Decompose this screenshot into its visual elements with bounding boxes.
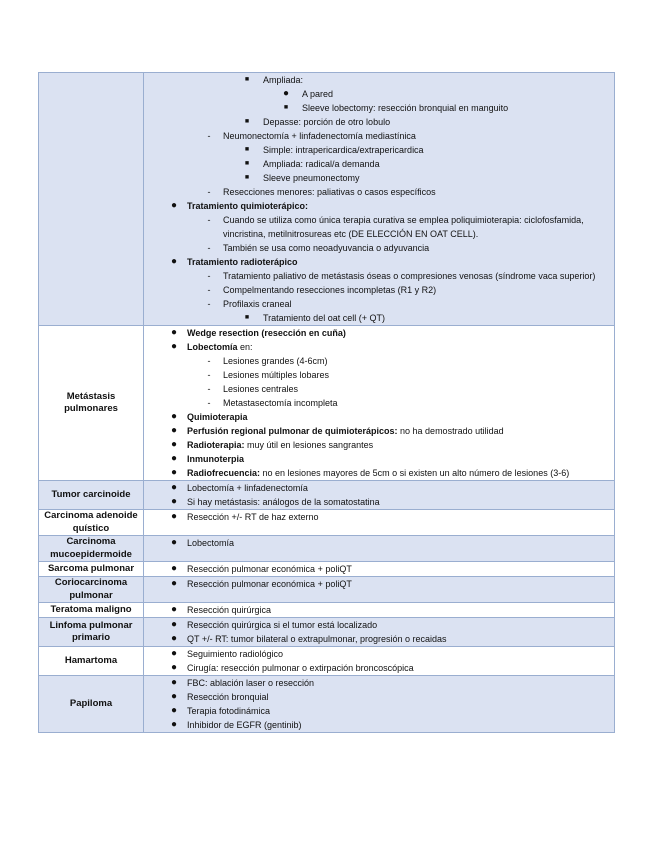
square-bullet-icon: ■ [244,174,250,181]
list-item [144,143,614,157]
list-item-text [182,495,614,509]
list-item-text [182,466,614,480]
dot-bullet-icon: ● [170,705,178,716]
list-item [144,157,614,171]
table-row [39,73,615,326]
bold-term: Tratamiento quimioterápico: [187,201,309,211]
list-item [144,311,614,325]
dot-bullet-icon: ● [170,200,178,211]
list-item [144,115,614,129]
list-item [144,410,614,424]
row-label [39,73,144,326]
list-item-text [252,143,614,157]
row-content [144,618,615,647]
list-item [144,704,614,718]
dot-bullet-icon: ● [170,439,178,450]
item-text: Profilaxis craneal [223,299,292,309]
item-text: Lobectomía [187,538,235,548]
item-text: Lobectomía + linfadenectomía [187,483,308,493]
dot-bullet-icon: ● [170,563,178,574]
row-content [144,326,615,481]
item-text: Lesiones múltiples lobares [223,370,330,380]
list-item [144,603,614,617]
item-text: no ha demostrado utilidad [397,426,504,436]
list-item-text [182,718,614,732]
list-item-text [291,101,614,115]
square-bullet-icon: ■ [244,76,250,83]
list-item-text [182,704,614,718]
row-content [144,510,615,536]
list-item-text [182,510,614,524]
bold-term: Radioterapia: [187,440,245,450]
dot-bullet-icon: ● [170,467,178,478]
row-label: Teratoma maligno [39,603,144,618]
list-item-text [182,199,614,213]
item-text: Metastasectomía incompleta [223,398,338,408]
item-text: Tratamiento paliativo de metástasis óseas o compresiones venosas (síndrome vaca superior) [223,271,596,281]
item-text: Compelmentando resecciones incompletas (R1 y R2) [223,285,437,295]
row-label: Linfoma pulmonar primario [39,618,144,647]
item-text: Simple: intrapericardica/extrapericardica [263,145,424,155]
bold-term: Perfusión regional pulmonar de quimioterápicos: [187,426,398,436]
list-item [144,213,614,241]
list-item-text [214,396,614,410]
list-item-text [214,213,614,241]
dash-bullet-icon: - [207,131,211,141]
bold-term: Inmunoterpia [187,454,245,464]
item-text: Resección pulmonar económica + poliQT [187,564,352,574]
row-label: Carcinoma adenoide quístico [39,510,144,536]
dot-bullet-icon: ● [170,482,178,493]
list-item-text [252,311,614,325]
dash-bullet-icon: - [207,384,211,394]
row-label: Hamartoma [39,647,144,676]
item-text: A pared [302,89,334,99]
item-text: no en lesiones mayores de 5cm o si existen un alto número de lesiones (3-6) [260,468,570,478]
item-text: También se usa como neoadyuvancia o adyuvancia [223,243,430,253]
list-item [144,647,614,661]
row-content [144,536,615,562]
dot-bullet-icon: ● [170,633,178,644]
row-content [144,577,615,603]
dot-bullet-icon: ● [170,604,178,615]
list-item [144,536,614,550]
list-item [144,676,614,690]
dot-bullet-icon: ● [170,511,178,522]
list-item [144,199,614,213]
table-row [39,618,615,647]
list-item [144,129,614,143]
list-item-text [182,676,614,690]
list-item-text [214,185,614,199]
table-row [39,536,615,562]
row-label: Metástasis pulmonares [39,326,144,481]
list-item [144,718,614,732]
square-bullet-icon: ■ [244,160,250,167]
dot-bullet-icon: ● [170,425,178,436]
item-text: Resecciones menores: paliativas o casos específicos [223,187,436,197]
row-label: Sarcoma pulmonar [39,562,144,577]
row-content [144,647,615,676]
list-item-text [214,368,614,382]
item-text: Tratamiento del oat cell (+ QT) [263,313,385,323]
list-item-text [252,157,614,171]
table-row [39,326,615,481]
row-label: Tumor carcinoide [39,481,144,510]
dash-bullet-icon: - [207,243,211,253]
list-item-text [214,129,614,143]
dot-bullet-icon: ● [170,537,178,548]
bold-term: Quimioterapia [187,412,248,422]
dash-bullet-icon: - [207,299,211,309]
row-content [144,562,615,577]
dot-bullet-icon: ● [170,662,178,673]
dot-bullet-icon: ● [170,256,178,267]
list-item-text [182,690,614,704]
row-label: Coriocarcinoma pulmonar [39,577,144,603]
list-item [144,466,614,480]
table-row [39,577,615,603]
list-item-text [252,115,614,129]
item-text: Resección pulmonar económica + poliQT [187,579,352,589]
list-item-text [182,481,614,495]
dash-bullet-icon: - [207,370,211,380]
list-item-text [214,382,614,396]
dot-bullet-icon: ● [170,691,178,702]
list-item-text [214,241,614,255]
table-row [39,647,615,676]
list-item-text [182,326,614,340]
item-text: Terapia fotodinámica [187,706,271,716]
list-item-text [182,647,614,661]
list-item [144,73,614,87]
list-item-text [182,340,614,354]
dot-bullet-icon: ● [170,453,178,464]
item-text: en: [237,342,253,352]
dot-bullet-icon: ● [170,411,178,422]
item-text: Ampliada: radical/a demanda [263,159,380,169]
item-text: Resección quirúrgica [187,605,272,615]
list-item-text [252,73,614,87]
dash-bullet-icon: - [207,285,211,295]
item-text: Depasse: porción de otro lobulo [263,117,391,127]
bold-term: Lobectomía [187,342,238,352]
item-text: Ampliada: [263,75,304,85]
list-item [144,326,614,340]
table-row [39,510,615,536]
list-item [144,690,614,704]
dot-bullet-icon: ● [282,88,290,99]
list-item-text [182,618,614,632]
list-item [144,495,614,509]
list-item [144,368,614,382]
list-item-text [182,410,614,424]
list-item [144,438,614,452]
list-item [144,382,614,396]
list-item-text [214,283,614,297]
row-content [144,603,615,618]
row-label: Carcinoma mucoepidermoide [39,536,144,562]
square-bullet-icon: ■ [244,146,250,153]
dot-bullet-icon: ● [170,341,178,352]
list-item [144,185,614,199]
item-text: Inhibidor de EGFR (gentinib) [187,720,302,730]
dot-bullet-icon: ● [170,648,178,659]
list-item [144,452,614,466]
item-text: Sleeve pneumonectomy [263,173,360,183]
dash-bullet-icon: - [207,187,211,197]
dot-bullet-icon: ● [170,719,178,730]
list-item-text [182,661,614,675]
row-label: Papiloma [39,676,144,733]
list-item [144,241,614,255]
dot-bullet-icon: ● [170,677,178,688]
square-bullet-icon: ■ [283,104,289,111]
square-bullet-icon: ■ [244,314,250,321]
item-text: Resección bronquial [187,692,269,702]
list-item [144,340,614,354]
bold-term: Radiofrecuencia: [187,468,261,478]
dash-bullet-icon: - [207,215,211,225]
list-item-text [291,87,614,101]
list-item [144,661,614,675]
list-item [144,510,614,524]
list-item [144,283,614,297]
item-text: QT +/- RT: tumor bilateral o extrapulmonar, progresión o recaidas [187,634,447,644]
table-row [39,676,615,733]
list-item [144,297,614,311]
item-text: Si hay metástasis: análogos de la somatostatina [187,497,380,507]
table-body [39,73,615,733]
list-item-text [182,577,614,591]
item-text: Neumonectomía + linfadenectomía mediastínica [223,131,416,141]
item-text: Lesiones centrales [223,384,299,394]
dash-bullet-icon: - [207,398,211,408]
row-content [144,73,615,326]
list-item [144,424,614,438]
table-row [39,481,615,510]
item-text: muy útil en lesiones sangrantes [244,440,374,450]
list-item-text [252,171,614,185]
list-item-text [182,255,614,269]
list-item [144,171,614,185]
dot-bullet-icon: ● [170,619,178,630]
list-item-text [214,354,614,368]
list-item [144,618,614,632]
table-row [39,562,615,577]
list-item-text [214,297,614,311]
list-item [144,87,614,101]
item-text: Resección quirúrgica si el tumor está localizado [187,620,378,630]
list-item [144,632,614,646]
list-item-text [214,269,614,283]
list-item [144,354,614,368]
dot-bullet-icon: ● [170,496,178,507]
dash-bullet-icon: - [207,271,211,281]
list-item [144,562,614,576]
item-text: Cuando se utiliza como única terapia curativa se emplea poliquimioterapia: ciclofosfamida, vincristina, metilnitrosureas etc (DE ELECCIÓN EN OAT CELL). [223,215,584,239]
item-text: Cirugía: resección pulmonar o extirpación broncoscópica [187,663,414,673]
list-item-text [182,562,614,576]
list-item-text [182,424,614,438]
item-text: FBC: ablación laser o resección [187,678,315,688]
table-row [39,603,615,618]
bold-term: Tratamiento radioterápico [187,257,298,267]
list-item [144,481,614,495]
item-text: Resección +/- RT de haz externo [187,512,319,522]
treatment-table [38,72,615,733]
row-content [144,481,615,510]
list-item [144,577,614,591]
list-item-text [182,603,614,617]
bold-term: Wedge resection (resección en cuña) [187,328,346,338]
list-item-text [182,438,614,452]
dot-bullet-icon: ● [170,578,178,589]
item-text: Seguimiento radiológico [187,649,284,659]
list-item [144,101,614,115]
list-item-text [182,452,614,466]
list-item-text [182,632,614,646]
item-text: Lesiones grandes (4-6cm) [223,356,328,366]
list-item [144,255,614,269]
dot-bullet-icon: ● [170,327,178,338]
list-item-text [182,536,614,550]
list-item [144,269,614,283]
list-item [144,396,614,410]
row-content [144,676,615,733]
item-text: Sleeve lobectomy: resección bronquial en manguito [302,103,509,113]
square-bullet-icon: ■ [244,118,250,125]
dash-bullet-icon: - [207,356,211,366]
